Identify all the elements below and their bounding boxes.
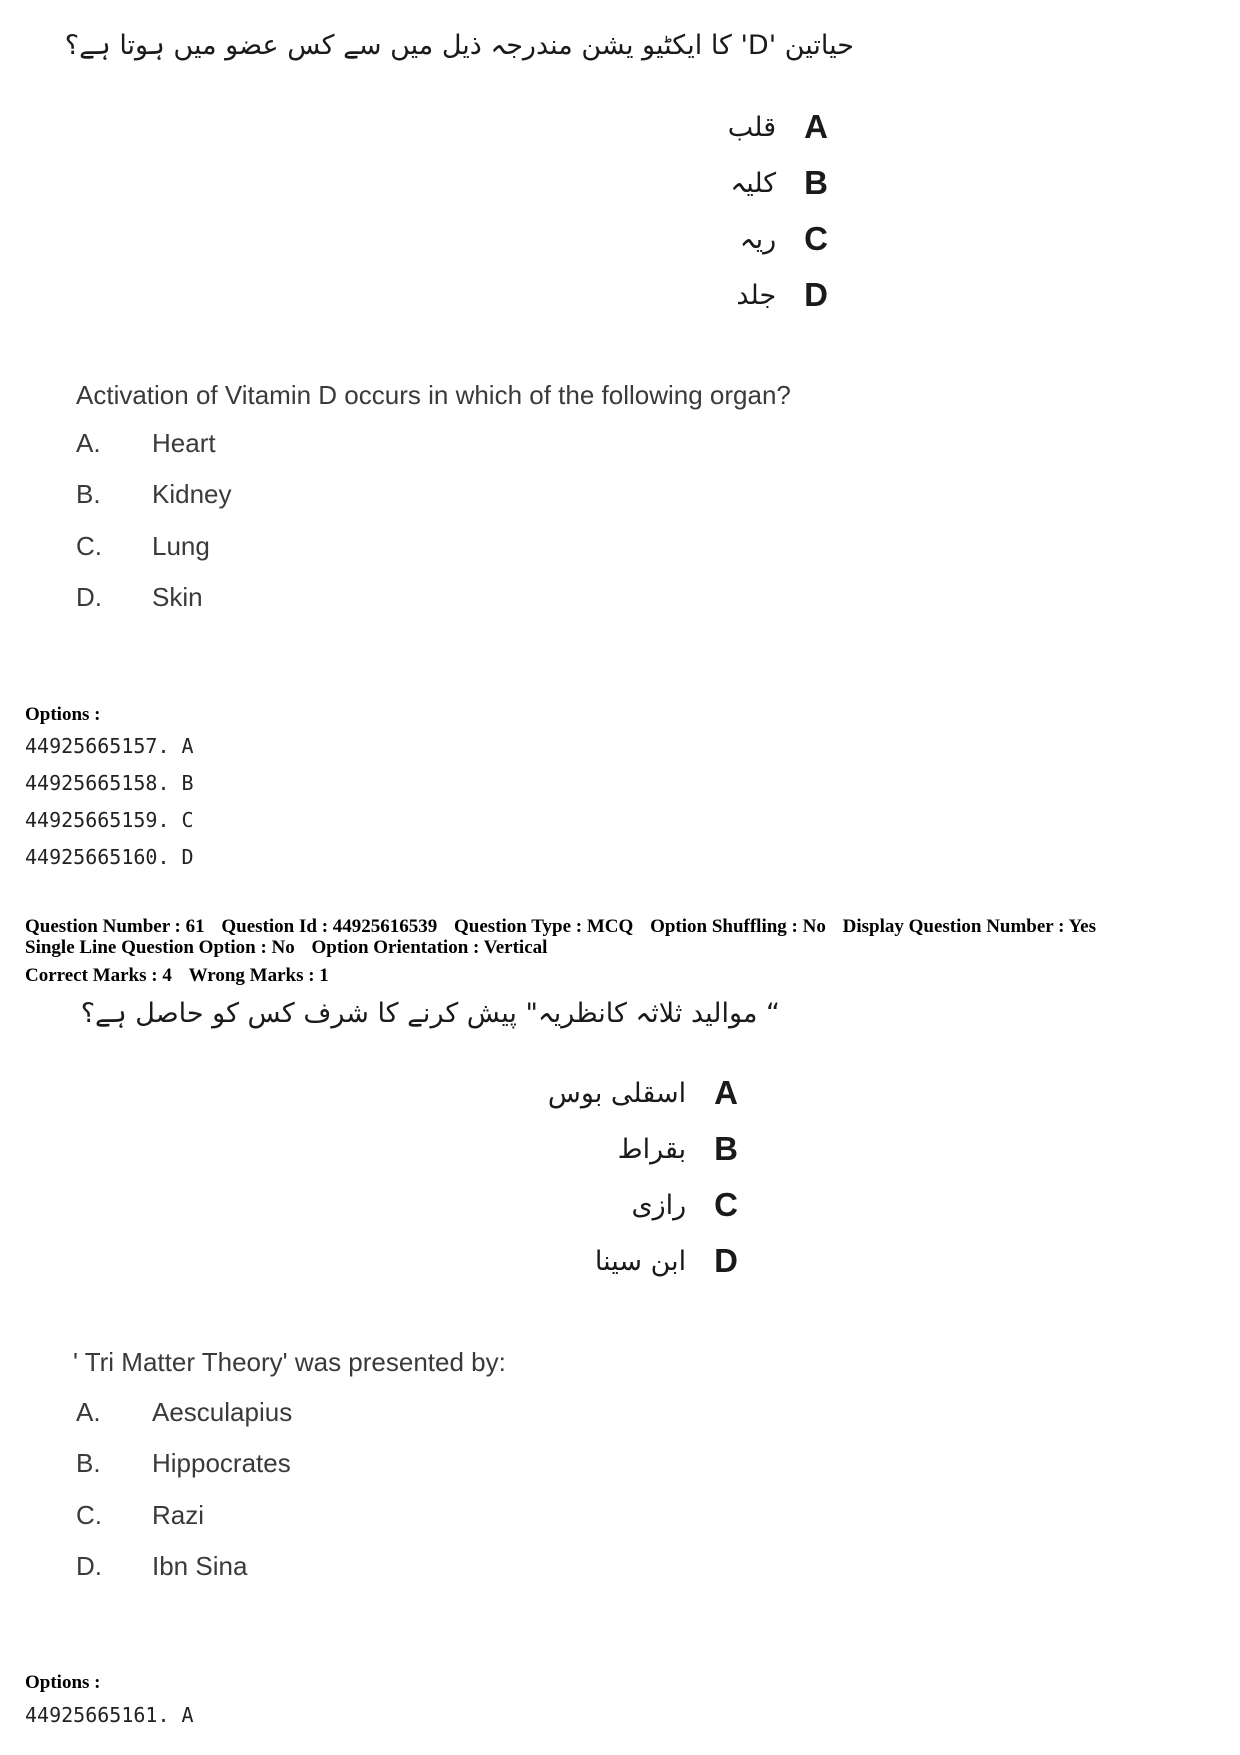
urdu-option-text: رازی [631,1189,687,1221]
q60-english-question: Activation of Vitamin D occurs in which of the following organ? [76,380,791,410]
q61-english-option-b [76,1448,291,1479]
urdu-option-letter: D [804,276,828,313]
option-letter: C. [76,531,102,561]
urdu-option-letter: D [714,1242,738,1279]
option-text: Kidney [152,479,232,509]
q60-urdu-option-c [740,220,828,258]
q61-option-id-1: 44925665161. A [25,1703,194,1727]
urdu-option-text: قلب [727,111,777,143]
q60-urdu-question: حیاتین 'D' کا ایکٹیو یشن مندرجہ ذیل میں سے کس عضو میں ہوتا ہے؟ [64,30,854,61]
option-letter: C. [76,1500,102,1530]
urdu-option-letter: C [714,1186,738,1223]
q60-english-option-b [76,479,232,510]
urdu-option-letter: C [804,220,828,257]
q61-english-option-c [76,1500,204,1531]
q60-english-option-c [76,531,210,562]
q60-english-option-d [76,582,203,613]
option-text: Ibn Sina [152,1551,248,1581]
q61-urdu-option-d [595,1242,738,1280]
urdu-option-text: ریہ [739,223,777,255]
q61-english-option-d [76,1551,247,1582]
q61-meta-line-1 [25,916,1096,938]
q61-meta-line-3 [25,965,329,987]
option-text: Lung [152,531,210,561]
option-letter: A. [76,1397,101,1427]
q61-english-question: ' Tri Matter Theory' was presented by: [73,1347,506,1377]
urdu-option-text: بقراط [617,1133,687,1165]
urdu-option-letter: B [804,164,828,201]
q61-english-option-a [76,1397,292,1428]
urdu-option-text: کلیہ [730,167,777,199]
q60-options-label: Options : [25,704,101,725]
question-id: Question Id : 44925616539 [221,916,438,937]
q61-urdu-question: “ موالید ثلاثہ کانظریہ" پیش کرنے کا شرف کس کو حاصل ہے؟ [80,998,780,1029]
option-orientation: Option Orientation : Vertical [311,937,548,958]
question-type: Question Type : MCQ [454,916,634,937]
q61-meta-line-2 [25,937,547,959]
q60-english-option-a [76,428,216,459]
urdu-option-text: ابن سینا [594,1245,687,1277]
q60-option-id-4: 44925665160. D [25,845,194,869]
option-shuffling: Option Shuffling : No [650,916,826,937]
question-number: Question Number : 61 [25,916,205,937]
option-letter: D. [76,1551,102,1581]
wrong-marks: Wrong Marks : 1 [188,965,329,986]
option-text: Hippocrates [152,1448,291,1478]
q60-option-id-3: 44925665159. C [25,808,194,832]
q60-urdu-option-b [730,164,828,202]
q61-urdu-option-a [548,1074,738,1112]
option-letter: A. [76,428,101,458]
q60-option-id-2: 44925665158. B [25,771,194,795]
option-text: Razi [152,1500,205,1530]
q61-urdu-option-b [618,1130,738,1168]
q60-urdu-option-d [736,276,828,314]
option-text: Aesculapius [152,1397,293,1427]
option-letter: B. [76,479,101,509]
urdu-option-text: جلد [736,279,777,311]
option-text: Heart [152,428,216,458]
q61-options-label: Options : [25,1672,101,1693]
display-question-number: Display Question Number : Yes [842,916,1096,937]
urdu-option-letter: A [804,108,828,145]
q61-urdu-option-c [631,1186,738,1224]
single-line-option: Single Line Question Option : No [25,937,295,958]
urdu-option-letter: B [714,1130,738,1167]
correct-marks: Correct Marks : 4 [25,965,172,986]
option-letter: B. [76,1448,101,1478]
urdu-option-letter: A [714,1074,738,1111]
q60-urdu-option-a [728,108,828,146]
q60-option-id-1: 44925665157. A [25,734,194,758]
option-letter: D. [76,582,102,612]
urdu-option-text: اسقلی بوس [547,1077,687,1109]
option-text: Skin [152,582,203,612]
